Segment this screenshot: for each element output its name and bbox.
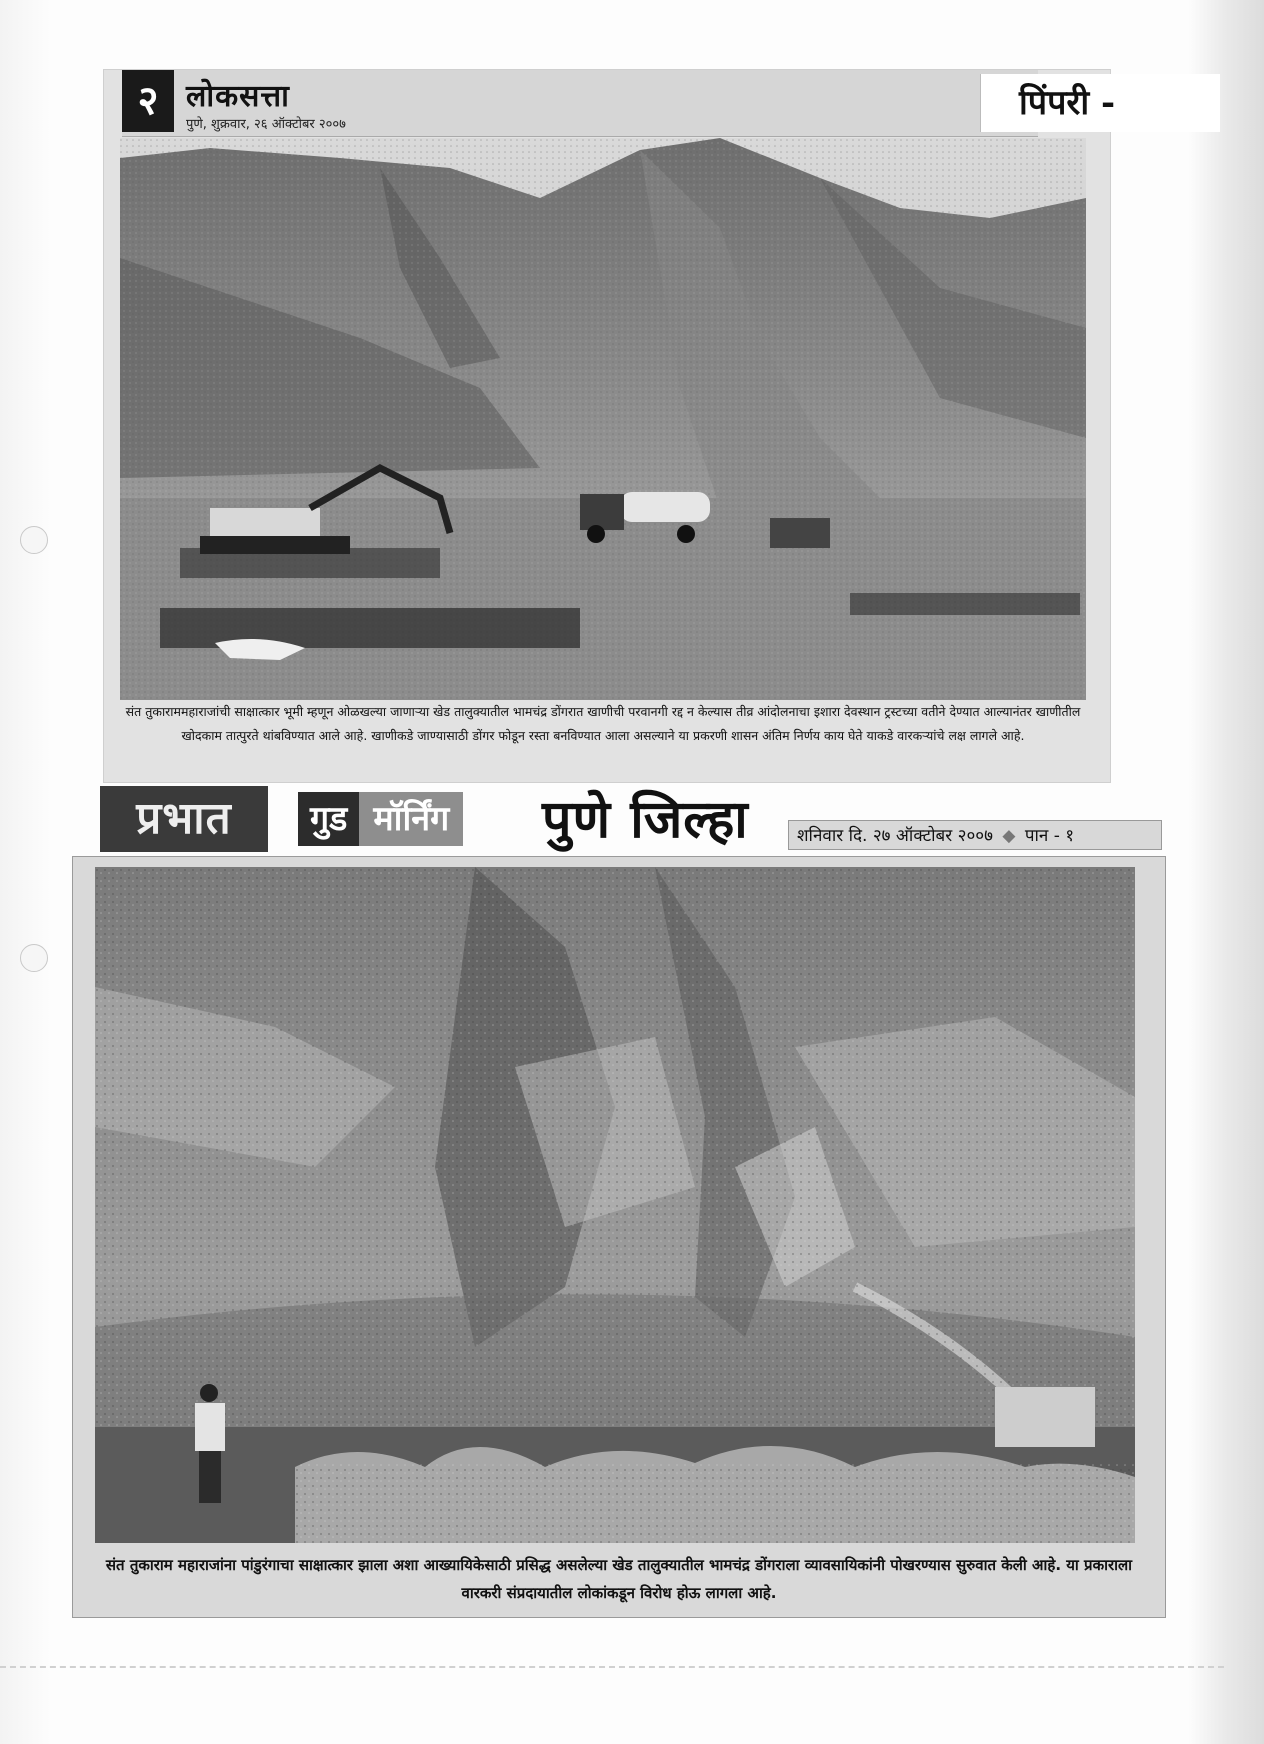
prabhat-photo-frame bbox=[72, 856, 1166, 1618]
newspaper-name: प्रभात bbox=[100, 786, 268, 852]
newspaper-name: लोकसत्ता bbox=[186, 79, 290, 114]
hillside-photo bbox=[95, 867, 1135, 1543]
loksatta-clipping bbox=[104, 70, 1116, 782]
district-heading: पुणे जिल्हा bbox=[542, 789, 749, 850]
prabhat-clipping bbox=[100, 786, 1164, 1620]
mining-site-photo bbox=[120, 138, 1086, 700]
dateline: पुणे, शुक्रवार, २६ ऑक्टोबर २००७ bbox=[186, 117, 346, 132]
punch-hole bbox=[20, 526, 48, 554]
diamond-icon: ◆ bbox=[1002, 826, 1016, 846]
section-title: पिंपरी - bbox=[980, 74, 1220, 132]
supplement-title bbox=[298, 792, 463, 846]
loksatta-header bbox=[122, 70, 1038, 137]
prabhat-photo-caption: संत तुकाराम महाराजांना पांडुरंगाचा साक्षात्कार झाला अशा आख्यायिकेसाठी प्रसिद्ध असलेल्या खेड तालुक्यातील भामचंद्र डोंगराला व्यावसायिकांनी पोखरण्यास सुरुवात केली आहे. या प्रकाराला वारकरी संप्रदायातील लोकांकडून विरोध होऊ लागला आहे. bbox=[105, 1556, 1133, 1602]
loksatta-photo-caption: संत तुकाराममहाराजांची साक्षात्कार भूमी म्हणून ओळखल्या जाणाऱ्या खेड तालुक्यातील भामचंद्र डोंगरात खाणीची परवानगी रद्द न केल्यास तीव्र आंदोलनाचा इशारा देवस्थान ट्रस्टच्या वतीने देण्यात आल्यानंतर खाणीतील खोदकाम तात्पुरते थांबविण्यात आले आहे. खाणीकडे जाण्यासाठी डोंगर फोडून रस्ता बनविण्यात आला असल्याने या प्रकरणी शासन अंतिम निर्णय काय घेते याकडे वारकऱ्यांचे लक्ष लागले आहे. bbox=[125, 704, 1081, 743]
supplement-title-part2: मॉर्निंग bbox=[359, 792, 463, 846]
supplement-title-part1: गुड bbox=[298, 792, 359, 846]
page-label: पान - १ bbox=[1024, 826, 1075, 846]
dateline-bar bbox=[788, 820, 1162, 850]
punch-hole bbox=[20, 944, 48, 972]
page-number: २ bbox=[122, 70, 174, 132]
dateline: शनिवार दि. २७ ऑक्टोबर २००७ bbox=[797, 826, 993, 846]
page-divider bbox=[0, 1666, 1224, 1668]
